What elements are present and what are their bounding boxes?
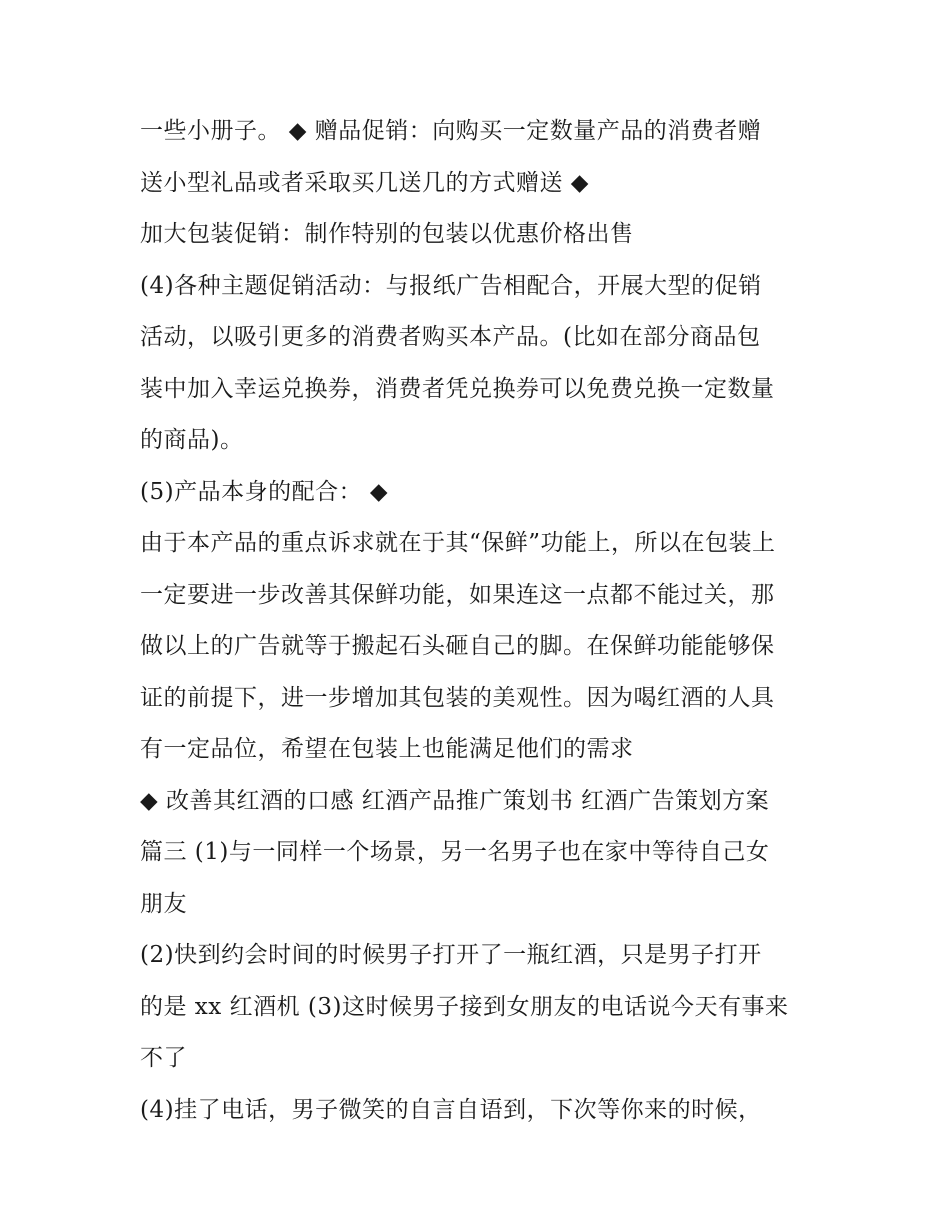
text-line: 一些小册子。 ◆ 赠品促销：向购买一定数量产品的消费者赠 — [140, 118, 762, 144]
text-line: 一定要进一步改善其保鲜功能，如果连这一点都不能过关，那 — [140, 581, 775, 608]
text-line: (5)产品本身的配合： ◆ — [140, 478, 389, 505]
text-line: (4)各种主题促销活动：与报纸广告相配合，开展大型的促销 — [140, 272, 762, 299]
document-body — [140, 106, 820, 1136]
text-line: 送小型礼品或者采取买几送几的方式赠送 ◆ — [140, 169, 589, 196]
text-line: 做以上的广告就等于搬起石头砸自己的脚。在保鲜功能能够保 — [140, 633, 775, 659]
text-line: 有一定品位，希望在包装上也能满足他们的需求 — [140, 736, 634, 762]
text-line: (4)挂了电话，男子微笑的自言自语到，下次等你来的时候， — [140, 1096, 762, 1123]
text-line: 的是 xx 红酒机 (3)这时候男子接到女朋友的电话说今天有事来 — [140, 993, 789, 1020]
text-line: 证的前提下，进一步增加其包装的美观性。因为喝红酒的人具 — [140, 684, 775, 711]
text-line: 装中加入幸运兑换券，消费者凭兑换券可以免费兑换一定数量 — [140, 375, 775, 402]
text-line: 由于本产品的重点诉求就在于其“保鲜”功能上，所以在包装上 — [140, 530, 776, 556]
text-line: (2)快到约会时间的时候男子打开了一瓶红酒，只是男子打开 — [140, 942, 762, 968]
text-line: 朋友 — [140, 890, 187, 917]
text-line: 不了 — [140, 1045, 187, 1071]
text-line: 的商品)。 — [140, 427, 244, 453]
text-line: 篇三 (1)与一同样一个场景，另一名男子也在家中等待自己女 — [140, 839, 770, 865]
text-line: ◆ 改善其红酒的口感 红酒产品推广策划书 红酒广告策划方案 — [140, 787, 770, 814]
text-line: 加大包装促销：制作特别的包装以优惠价格出售 — [140, 221, 634, 247]
text-line: 活动，以吸引更多的消费者购买本产品。(比如在部分商品包 — [140, 324, 761, 350]
